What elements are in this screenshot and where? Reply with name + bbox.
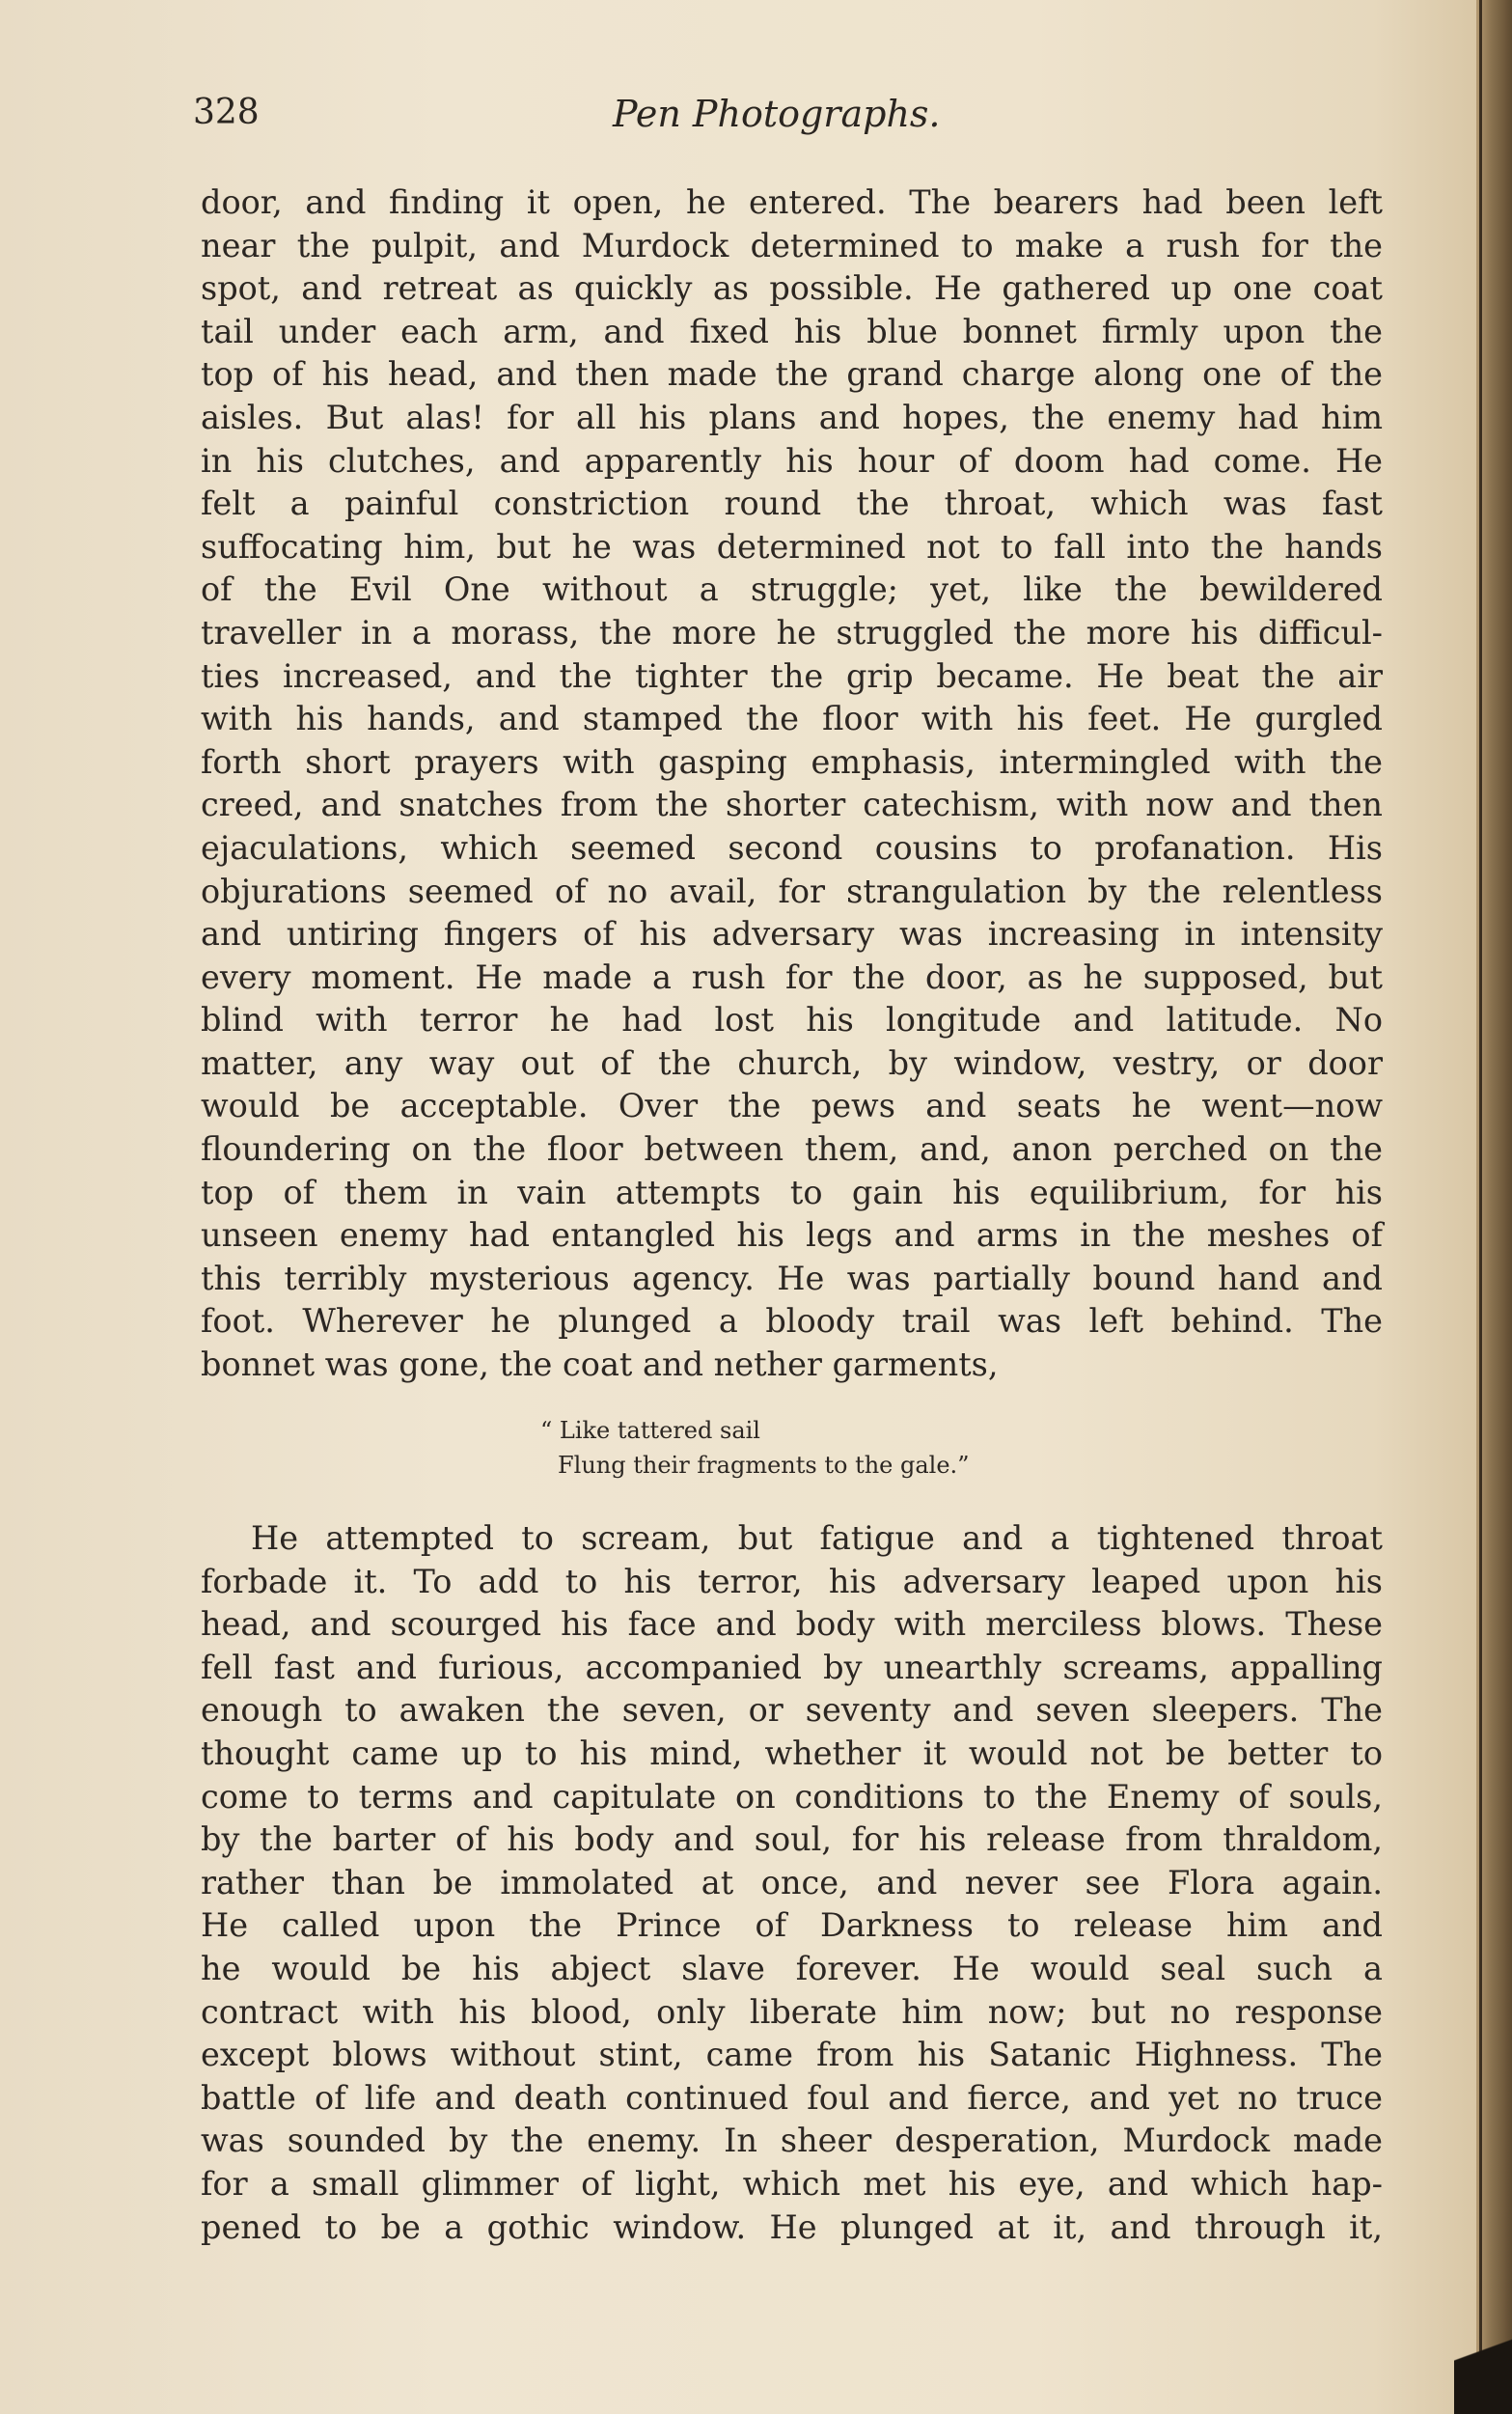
text-line: by the barter of his body and soul, for his release from thraldom, <box>201 1820 1383 1859</box>
page-number: 328 <box>193 93 260 132</box>
text-line: thought came up to his mind, whether it would not be better to <box>201 1734 1383 1772</box>
text-line: He attempted to scream, but fatigue and a tightened throat <box>251 1519 1383 1557</box>
text-line: spot, and retreat as quickly as possible. He gathered up one coat <box>201 269 1383 308</box>
text-line: aisles. But alas! for all his plans and hopes, the enemy had him <box>201 398 1383 436</box>
text-line: battle of life and death continued foul and fierce, and yet no truce <box>201 2078 1383 2117</box>
text-line: door, and finding it open, he entered. The bearers had been left <box>201 183 1383 221</box>
text-line: creed, and snatches from the shorter catechism, with now and then <box>201 786 1383 824</box>
paragraph-2 <box>201 1517 1383 2249</box>
text-line: head, and scourged his face and body with merciless blows. These <box>201 1605 1383 1644</box>
text-line: forth short prayers with gasping emphasis, intermingled with the <box>201 742 1383 781</box>
text-line: blind with terror he had lost his longitude and latitude. No <box>201 1001 1383 1040</box>
text-line: in his clutches, and apparently his hour of doom had come. He <box>201 441 1383 480</box>
text-line: forbade it. To add to his terror, his adversary leaped upon his <box>201 1562 1383 1600</box>
text-line: near the pulpit, and Murdock determined to make a rush for the <box>201 226 1383 264</box>
text-line: and untiring fingers of his adversary was increasing in intensity <box>201 915 1383 954</box>
text-line: matter, any way out of the church, by window, vestry, or door <box>201 1043 1383 1082</box>
text-line: ties increased, and the tighter the grip became. He beat the air <box>201 656 1383 695</box>
text-line: pened to be a gothic window. He plunged at it, and through it, <box>201 2207 1383 2246</box>
text-line: would be acceptable. Over the pews and seats he went—now <box>201 1087 1383 1125</box>
text-line: with his hands, and stamped the floor with his feet. He gurgled <box>201 700 1383 738</box>
text-line: come to terms and capitulate on conditions to the Enemy of souls, <box>201 1777 1383 1816</box>
text-line: ejaculations, which seemed second cousins to profanation. His <box>201 828 1383 867</box>
text-line: foot. Wherever he plunged a bloody trail was left behind. The <box>201 1302 1383 1341</box>
running-title: Pen Photographs. <box>613 93 941 135</box>
text-line: he would be his abject slave forever. He would seal such a <box>201 1949 1383 1987</box>
text-line: floundering on the floor between them, and, anon perched on the <box>201 1130 1383 1169</box>
text-line: bonnet was gone, the coat and nether garments, <box>201 1346 999 1384</box>
text-line: top of them in vain attempts to gain his equilibrium, for his <box>201 1173 1383 1211</box>
verse-quote <box>540 1413 969 1483</box>
text-line: suffocating him, but he was determined not to fall into the hands <box>201 527 1383 566</box>
text-line: except blows without stint, came from his Satanic Highness. The <box>201 2036 1383 2074</box>
quote-line-2: Flung their fragments to the gale.” <box>558 1452 970 1479</box>
text-line: traveller in a morass, the more he struggled the more his difficul- <box>201 613 1383 652</box>
paragraph-1 <box>201 181 1383 1387</box>
text-line: He called upon the Prince of Darkness to release him and <box>201 1906 1383 1945</box>
text-line: rather than be immolated at once, and never see Flora again. <box>201 1863 1383 1901</box>
text-line: top of his head, and then made the grand charge along one of the <box>201 355 1383 394</box>
page-header <box>193 93 1389 151</box>
text-line: was sounded by the enemy. In sheer desperation, Murdock made <box>201 2122 1383 2160</box>
text-line: objurations seemed of no avail, for strangulation by the relentless <box>201 872 1383 910</box>
text-line: of the Evil One without a struggle; yet, like the bewildered <box>201 570 1383 609</box>
text-line: tail under each arm, and fixed his blue bonnet firmly upon the <box>201 312 1383 350</box>
text-line: fell fast and furious, accompanied by unearthly screams, appalling <box>201 1648 1383 1686</box>
text-line: contract with his blood, only liberate him now; but no response <box>201 1992 1383 2031</box>
binding-line <box>1479 0 1482 2414</box>
quote-line-1: “ Like tattered sail <box>540 1417 760 1444</box>
text-line: felt a painful constriction round the throat, which was fast <box>201 485 1383 523</box>
text-line: every moment. He made a rush for the door, as he supposed, but <box>201 957 1383 996</box>
text-line: for a small glimmer of light, which met his eye, and which hap- <box>201 2164 1383 2203</box>
text-line: unseen enemy had entangled his legs and arms in the meshes of <box>201 1216 1383 1255</box>
text-line: enough to awaken the seven, or seventy and seven sleepers. The <box>201 1691 1383 1730</box>
text-line: this terribly mysterious agency. He was partially bound hand and <box>201 1259 1383 1297</box>
page-corner <box>1454 2298 1512 2414</box>
